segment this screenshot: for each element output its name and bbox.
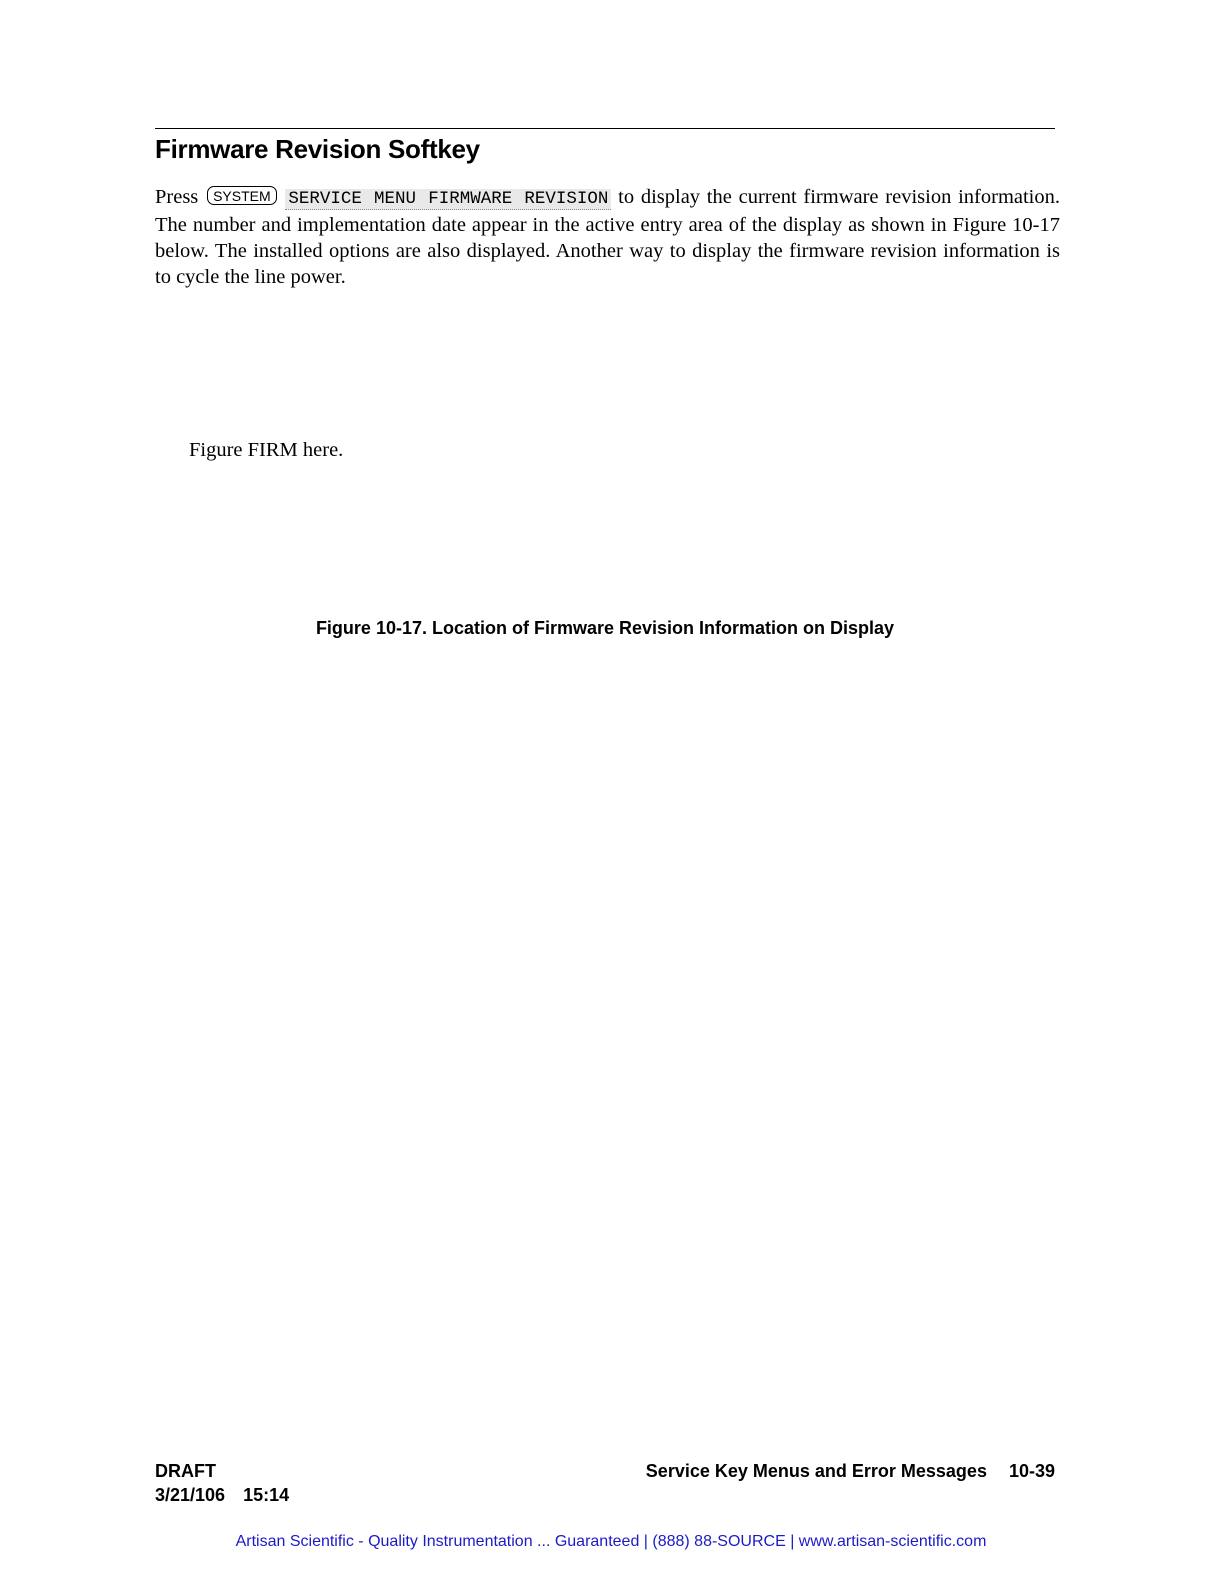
- figure-placeholder: Figure FIRM here.: [189, 439, 344, 461]
- footer-right: [646, 1459, 1055, 1483]
- chapter-title: Service Key Menus and Error Messages: [645, 1461, 987, 1481]
- body-paragraph: [155, 184, 1060, 290]
- footer-left: [155, 1459, 289, 1507]
- softkey-sequence: SERVICE MENU FIRMWARE REVISION: [285, 189, 611, 210]
- draft-label: DRAFT: [155, 1461, 216, 1481]
- page-number: 10-39: [1008, 1461, 1055, 1481]
- press-text: Press: [155, 186, 199, 208]
- draft-time: 15:14: [243, 1485, 290, 1505]
- draft-date: 3/21/106: [155, 1485, 226, 1505]
- body-text: to display the current firmware revision information. The number and implementation date appear in the active entry area of the display as shown in Figure 10-17 below. The installed options are also displayed. Another way to display the firmware revision information is to cycle the line power.: [155, 186, 1061, 288]
- section-heading: Firmware Revision Softkey: [155, 134, 480, 164]
- vendor-banner: Artisan Scientific - Quality Instrumentation ... Guaranteed | (888) 88-SOURCE | www.artisan-scientific.com: [235, 1533, 987, 1550]
- figure-caption: Figure 10-17. Location of Firmware Revision Information on Display: [315, 618, 895, 638]
- section-rule: [155, 128, 1055, 129]
- draft-datetime: [155, 1483, 289, 1507]
- system-hardkey: SYSTEM: [207, 186, 277, 205]
